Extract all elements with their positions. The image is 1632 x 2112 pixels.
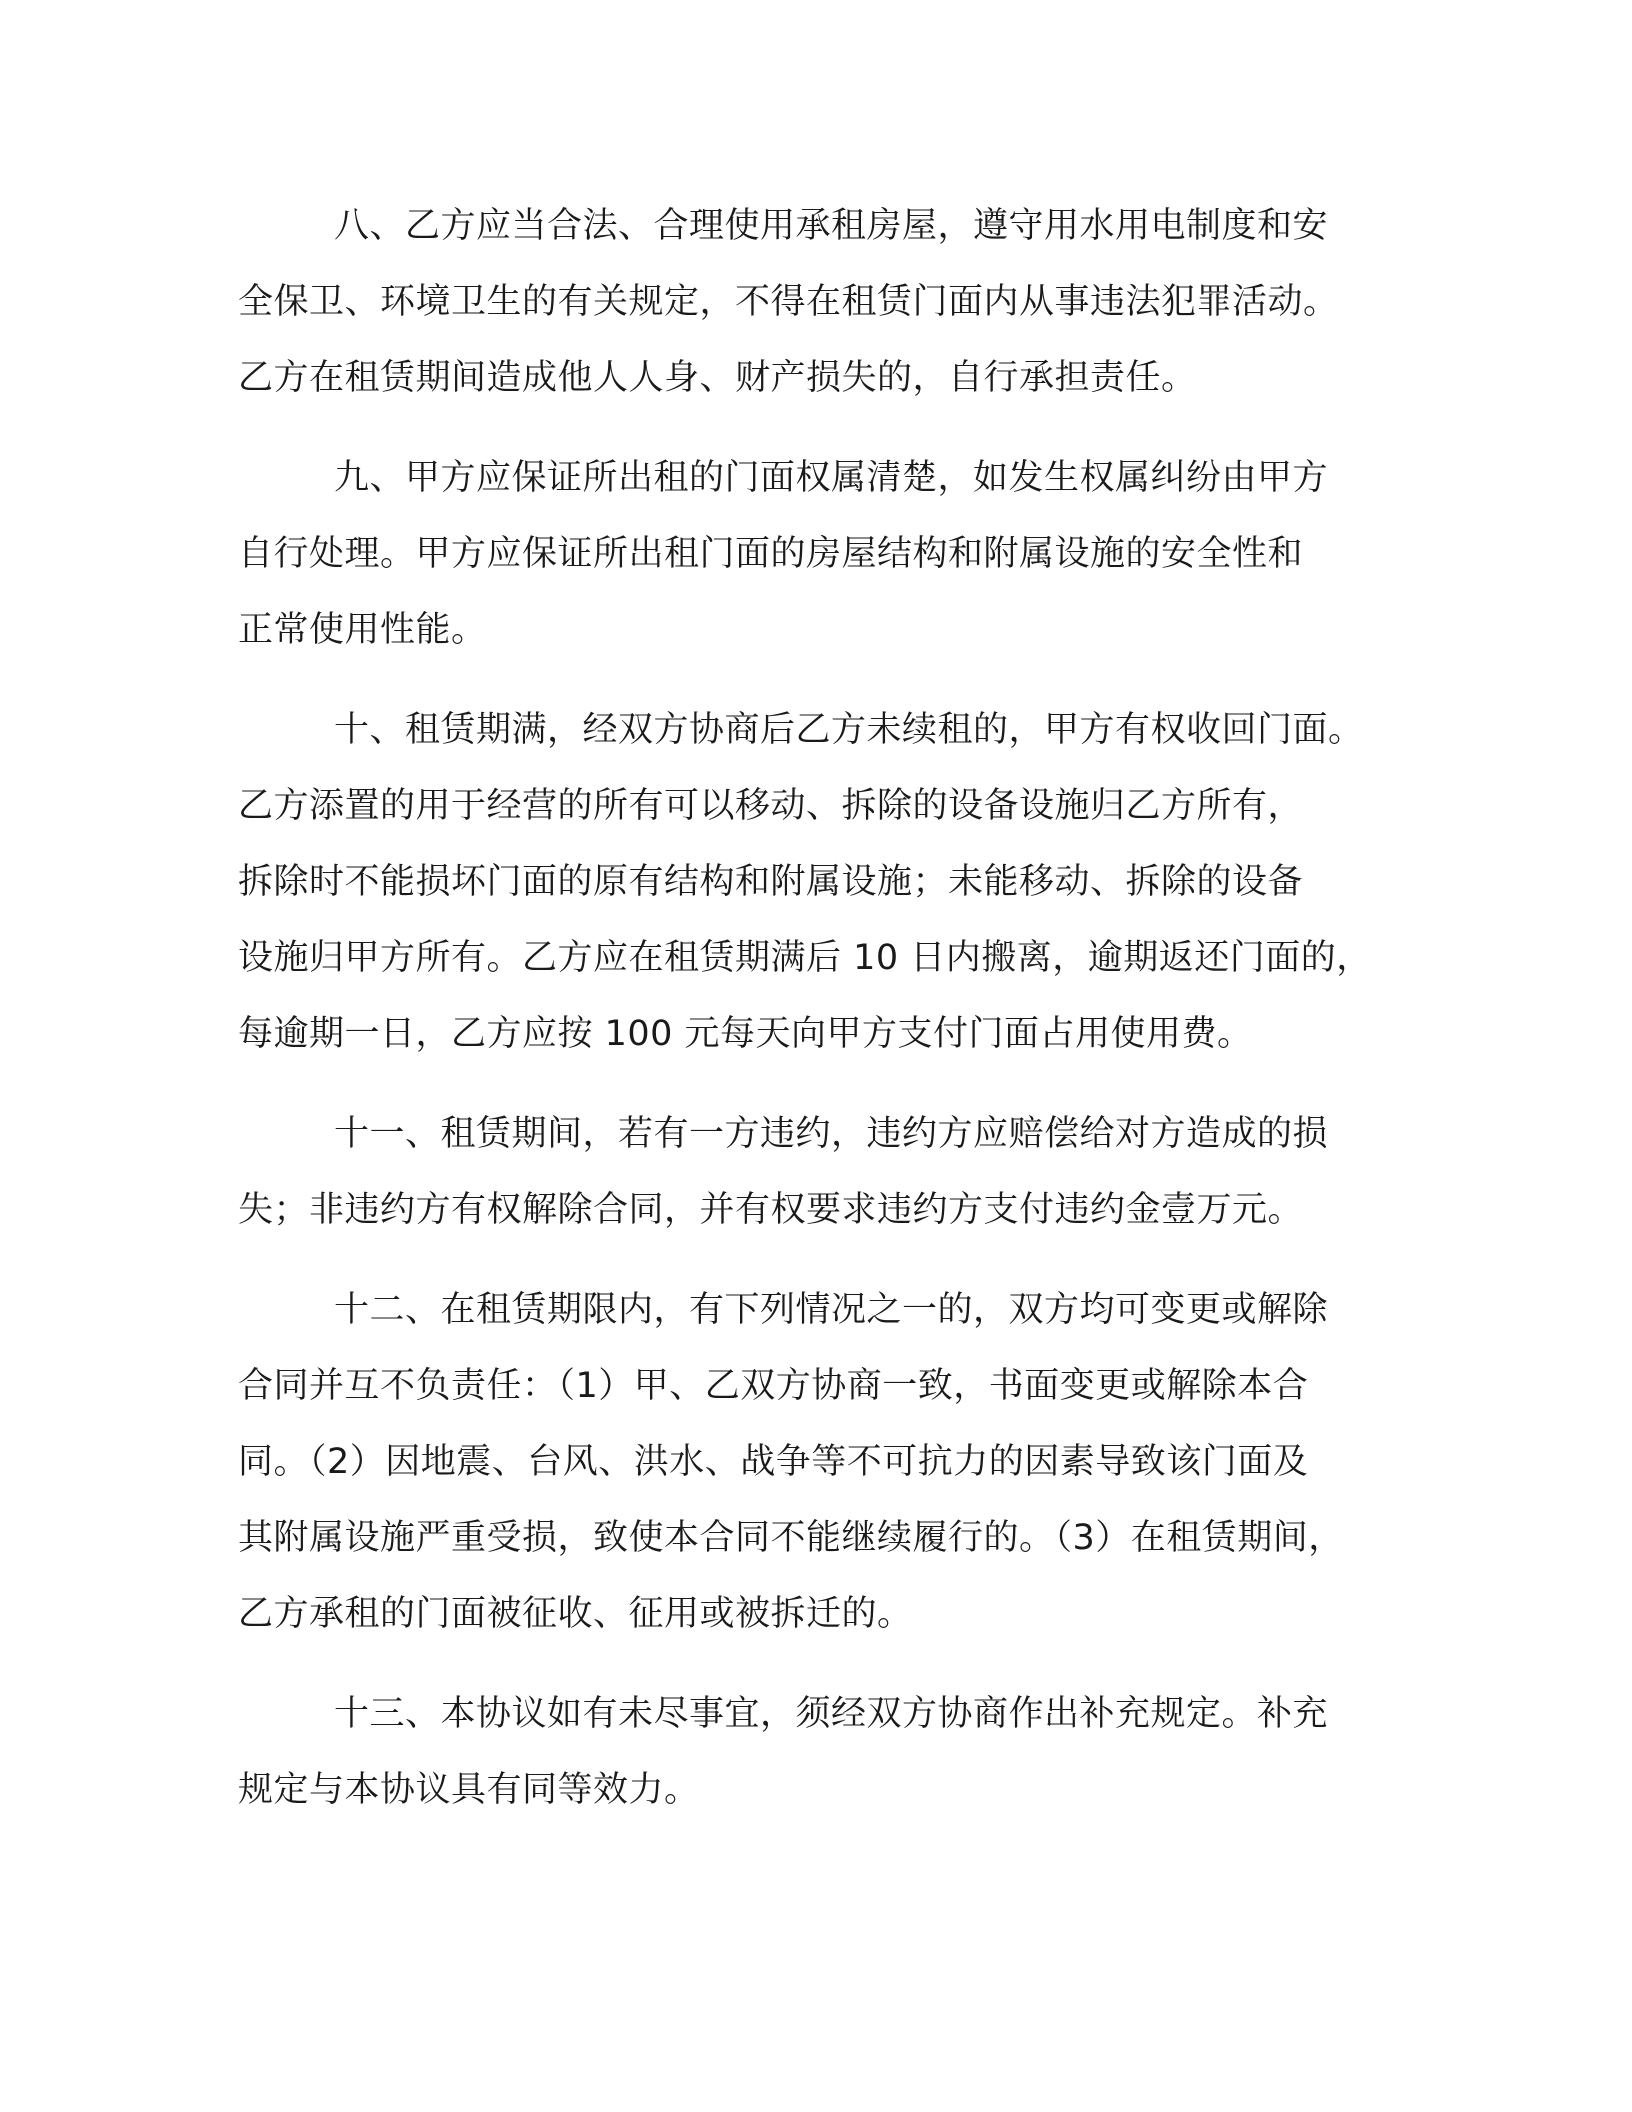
clause-line: 乙方在租赁期间造成他人人身、财产损失的，自行承担责任。 [238,358,1197,398]
clause-line: 十、租赁期满，经双方协商后乙方未续租的，甲方有权收回门面。 [334,710,1364,750]
clause-line: 设施归甲方所有。乙方应在租赁期满后 10 日内搬离，逾期返还门面的， [238,938,1372,978]
clause-line: 乙方添置的用于经营的所有可以移动、拆除的设备设施归乙方所有， [238,786,1304,826]
clause-line: 合同并互不负责任：（1）甲、乙双方协商一致，书面变更或解除本合 [238,1366,1309,1406]
clause-line: 规定与本协议具有同等效力。 [238,1770,700,1810]
clause-line: 自行处理。甲方应保证所出租门面的房屋结构和附属设施的安全性和 [238,534,1304,574]
clause-line: 十三、本协议如有未尽事宜，须经双方协商作出补充规定。补充 [334,1694,1329,1734]
clause-line: 八、乙方应当合法、合理使用承租房屋，遵守用水用电制度和安 [334,206,1329,246]
clause-line: 九、甲方应保证所出租的门面权属清楚，如发生权属纠纷由甲方 [334,458,1329,498]
clause-line: 失；非违约方有权解除合同，并有权要求违约方支付违约金壹万元。 [238,1190,1304,1230]
clause-line: 正常使用性能。 [238,610,487,650]
clause-line: 每逾期一日，乙方应按 100 元每天向甲方支付门面占用使用费。 [238,1014,1253,1054]
clause-line: 同。（2）因地震、台风、洪水、战争等不可抗力的因素导致该门面及 [238,1442,1309,1482]
clause-line: 全保卫、环境卫生的有关规定，不得在租赁门面内从事违法犯罪活动。 [238,282,1339,322]
document-body [238,188,1398,1852]
clause-12 [238,1272,1398,1652]
clause-8 [238,188,1398,416]
clause-line: 乙方承租的门面被征收、征用或被拆迁的。 [238,1594,913,1634]
clause-line: 拆除时不能损坏门面的原有结构和附属设施；未能移动、拆除的设备 [238,862,1304,902]
clause-13 [238,1676,1398,1828]
clause-11 [238,1096,1398,1248]
clause-10 [238,692,1398,1072]
clause-line: 十二、在租赁期限内，有下列情况之一的，双方均可变更或解除 [334,1290,1329,1330]
clause-line: 十一、租赁期间，若有一方违约，违约方应赔偿给对方造成的损 [334,1114,1329,1154]
clause-9 [238,440,1398,668]
clause-line: 其附属设施严重受损，致使本合同不能继续履行的。（3）在租赁期间， [238,1518,1344,1558]
